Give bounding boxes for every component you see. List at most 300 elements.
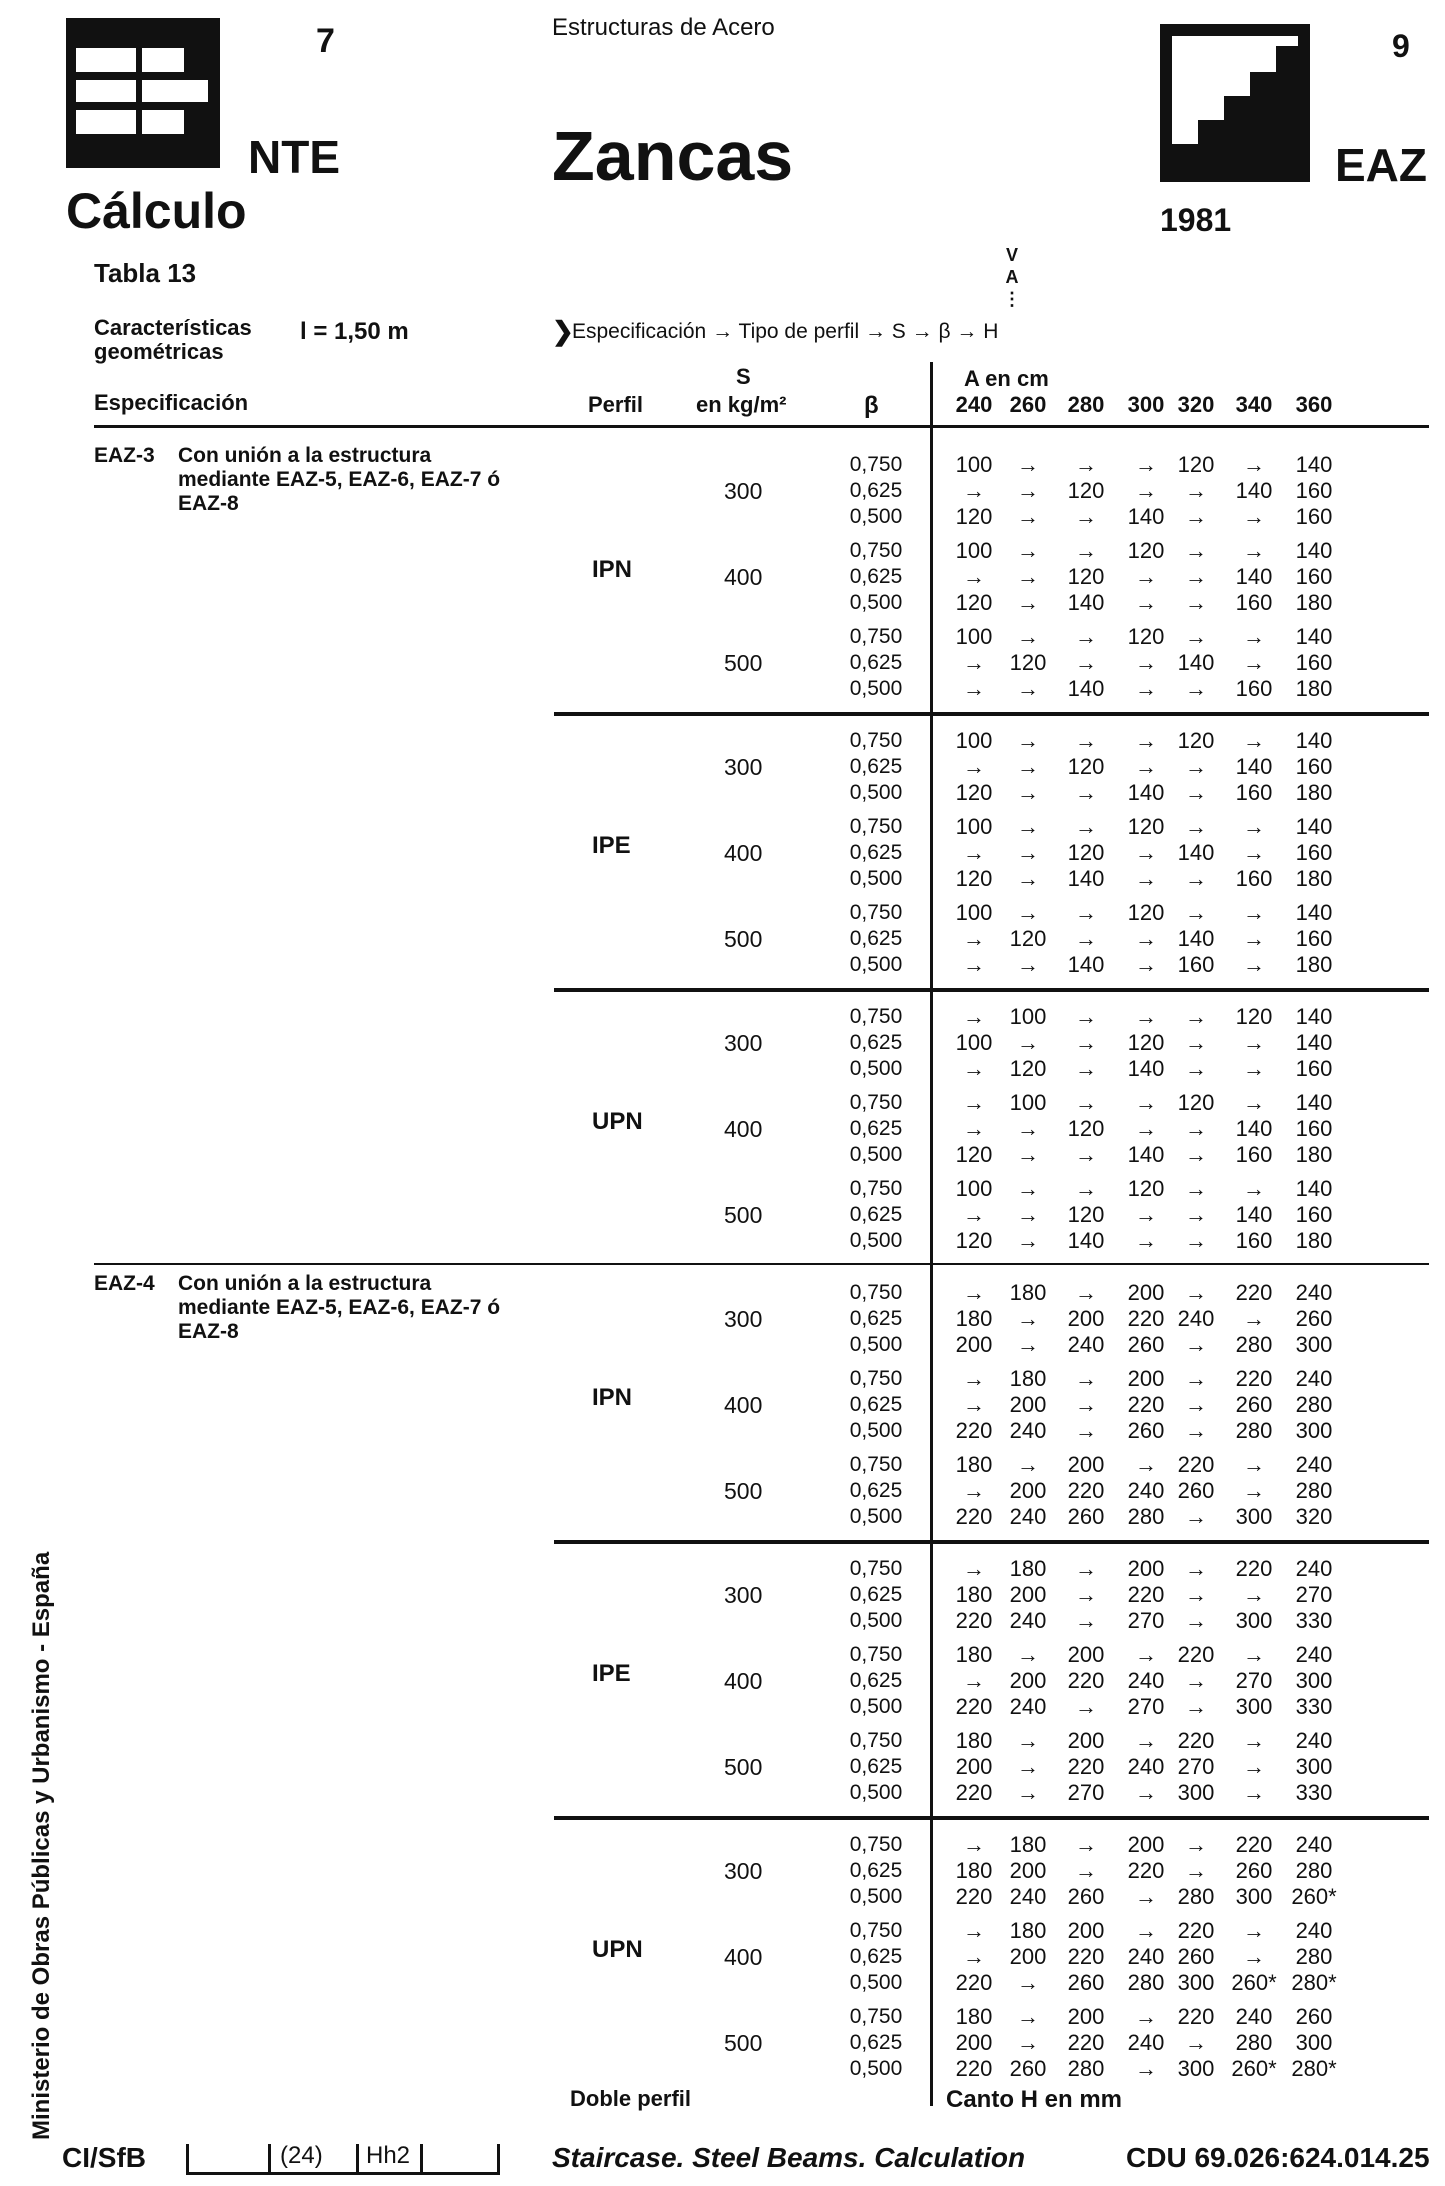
h-value: 140 bbox=[1067, 590, 1105, 615]
table-row bbox=[554, 590, 1429, 616]
arrow-icon: → bbox=[1017, 538, 1039, 563]
table-row bbox=[554, 1832, 1429, 1858]
h-value: 280 bbox=[1295, 1858, 1333, 1883]
beta-value: 0,625 bbox=[849, 927, 903, 950]
table-row bbox=[554, 1694, 1429, 1720]
arrow-icon: → bbox=[1075, 1556, 1097, 1581]
h-value: 280 bbox=[1295, 1392, 1333, 1417]
h-value: 200 bbox=[1067, 1918, 1105, 1943]
arrow-icon: → bbox=[1243, 926, 1265, 951]
table-name: Tabla 13 bbox=[94, 258, 197, 288]
arrow-icon: → bbox=[963, 1918, 985, 1943]
profile-separator bbox=[554, 988, 1429, 992]
h-value: 140 bbox=[1177, 926, 1215, 951]
arrow-icon: → bbox=[1017, 840, 1039, 865]
arrow-icon: → bbox=[1075, 504, 1097, 529]
arrow-icon: → bbox=[1075, 1090, 1097, 1115]
arrow-icon: → bbox=[1135, 1780, 1157, 1805]
h-value: 220 bbox=[955, 1418, 993, 1443]
arrow-icon: → bbox=[1017, 590, 1039, 615]
arrow-icon: → bbox=[1185, 1030, 1207, 1055]
footer-canto: Canto H en mm bbox=[946, 2086, 1123, 2113]
h-value: 280 bbox=[1177, 1884, 1215, 1909]
arrow-icon: → bbox=[1017, 1030, 1039, 1055]
h-value: 160 bbox=[1295, 754, 1333, 779]
table-row bbox=[554, 1366, 1429, 1392]
arrow-icon: → bbox=[963, 1832, 985, 1857]
arrow-icon: → bbox=[1185, 538, 1207, 563]
h-value: 330 bbox=[1295, 1694, 1333, 1719]
a-values-header bbox=[554, 392, 1429, 420]
h-value: 220 bbox=[1067, 1668, 1105, 1693]
h-value: 300 bbox=[1295, 1754, 1333, 1779]
table-row bbox=[554, 504, 1429, 530]
arrow-icon: → bbox=[1185, 504, 1207, 529]
table-row bbox=[554, 624, 1429, 650]
profile-name: UPN bbox=[592, 1936, 643, 1963]
h-value: 200 bbox=[1067, 1728, 1105, 1753]
h-value: 260* bbox=[1231, 2056, 1277, 2081]
a-value-header: 360 bbox=[1295, 392, 1333, 417]
h-value: 240 bbox=[1295, 1918, 1333, 1943]
h-value: 260 bbox=[1295, 1306, 1333, 1331]
beta-value: 0,750 bbox=[849, 453, 903, 476]
h-value: 220 bbox=[955, 1694, 993, 1719]
h-value: 140 bbox=[1235, 1202, 1273, 1227]
h-value: 140 bbox=[1295, 1030, 1333, 1055]
table-row bbox=[554, 754, 1429, 780]
header-rule bbox=[94, 425, 1429, 428]
h-value: 300 bbox=[1295, 1332, 1333, 1357]
a-value-header: 340 bbox=[1235, 392, 1273, 417]
profile-name: IPN bbox=[592, 1384, 633, 1411]
arrow-icon: → bbox=[1075, 1832, 1097, 1857]
arrow-icon: → bbox=[1135, 952, 1157, 977]
h-value: 220 bbox=[1235, 1366, 1273, 1391]
arrow-icon: → bbox=[963, 676, 985, 701]
table-row bbox=[554, 1918, 1429, 1944]
arrow-icon: → bbox=[1135, 926, 1157, 951]
load-value: 300 bbox=[724, 1858, 763, 1884]
profile-group bbox=[554, 1824, 1429, 2100]
h-value: 120 bbox=[1009, 926, 1047, 951]
load-value: 300 bbox=[724, 1030, 763, 1056]
h-value: 180 bbox=[1295, 676, 1333, 701]
h-value: 120 bbox=[1067, 840, 1105, 865]
h-value: 160 bbox=[1295, 650, 1333, 675]
arrow-icon: → bbox=[1135, 1728, 1157, 1753]
arrow-icon: → bbox=[1135, 1202, 1157, 1227]
h-value: 260 bbox=[1235, 1858, 1273, 1883]
h-value: 120 bbox=[955, 866, 993, 891]
table-row bbox=[554, 1754, 1429, 1780]
h-value: 220 bbox=[955, 1504, 993, 1529]
h-value: 160 bbox=[1177, 952, 1215, 977]
table-row bbox=[554, 478, 1429, 504]
h-value: 180 bbox=[1295, 952, 1333, 977]
h-value: 180 bbox=[1009, 1832, 1047, 1857]
h-value: 140 bbox=[1295, 814, 1333, 839]
h-value: 240 bbox=[1009, 1504, 1047, 1529]
arrow-icon: → bbox=[1075, 1418, 1097, 1443]
arrow-icon: → bbox=[1185, 866, 1207, 891]
arrow-icon: → bbox=[1017, 1228, 1039, 1253]
table-row bbox=[554, 1884, 1429, 1910]
h-value: 220 bbox=[1127, 1306, 1165, 1331]
h-value: 270 bbox=[1127, 1694, 1165, 1719]
arrow-icon: → bbox=[1017, 900, 1039, 925]
h-value: 220 bbox=[1067, 1944, 1105, 1969]
arrow-icon: → bbox=[1135, 1642, 1157, 1667]
h-value: 140 bbox=[1177, 840, 1215, 865]
beta-value: 0,750 bbox=[849, 1177, 903, 1200]
h-value: 270 bbox=[1177, 1754, 1215, 1779]
h-value: 220 bbox=[1235, 1280, 1273, 1305]
spec-code-eaz4: EAZ-4 bbox=[94, 1272, 155, 1295]
beta-value: 0,750 bbox=[849, 1453, 903, 1476]
arrow-icon: → bbox=[1243, 814, 1265, 839]
h-value: 180 bbox=[1295, 1228, 1333, 1253]
h-value: 160 bbox=[1295, 564, 1333, 589]
h-value: 180 bbox=[955, 1728, 993, 1753]
h-value: 200 bbox=[1009, 1478, 1047, 1503]
arrow-icon: → bbox=[1243, 624, 1265, 649]
h-value: 120 bbox=[1177, 728, 1215, 753]
arrow-icon: → bbox=[1185, 1142, 1207, 1167]
arrow-icon: → bbox=[1135, 1228, 1157, 1253]
beta-value: 0,625 bbox=[849, 1755, 903, 1778]
beta-value: 0,625 bbox=[849, 1393, 903, 1416]
arrow-icon: → bbox=[1243, 1030, 1265, 1055]
table-row bbox=[554, 1392, 1429, 1418]
table-row bbox=[554, 1452, 1429, 1478]
h-value: 160 bbox=[1295, 1116, 1333, 1141]
footer-double-profile: Doble perfil bbox=[570, 2086, 692, 2111]
h-value: 280* bbox=[1291, 2056, 1337, 2081]
spec-text-eaz4: Con unión a la estructura mediante EAZ-5, EAZ-6, EAZ-7 ó EAZ-8 bbox=[178, 1272, 501, 1343]
load-value: 400 bbox=[724, 1668, 763, 1694]
arrow-icon: → bbox=[1075, 1280, 1097, 1305]
table-row bbox=[554, 1608, 1429, 1634]
beta-value: 0,500 bbox=[849, 1781, 903, 1804]
h-value: 140 bbox=[1295, 1090, 1333, 1115]
arrow-icon: → bbox=[1017, 1142, 1039, 1167]
beta-value: 0,625 bbox=[849, 1307, 903, 1330]
arrow-icon: → bbox=[1075, 1142, 1097, 1167]
arrow-icon: → bbox=[1017, 1780, 1039, 1805]
h-value: 200 bbox=[955, 1332, 993, 1357]
arrow-icon: → bbox=[1135, 1116, 1157, 1141]
h-value: 100 bbox=[955, 1176, 993, 1201]
beta-value: 0,500 bbox=[849, 1695, 903, 1718]
h-value: 240 bbox=[1009, 1694, 1047, 1719]
h-value: 140 bbox=[1295, 624, 1333, 649]
arrow-icon: → bbox=[963, 952, 985, 977]
arrow-icon: → bbox=[1017, 780, 1039, 805]
h-value: 220 bbox=[1177, 1728, 1215, 1753]
h-value: 100 bbox=[955, 1030, 993, 1055]
beta-value: 0,500 bbox=[849, 867, 903, 890]
arrow-icon: → bbox=[1017, 728, 1039, 753]
arrow-icon: → bbox=[963, 1392, 985, 1417]
load-value: 500 bbox=[724, 2030, 763, 2056]
beta-value: 0,625 bbox=[849, 479, 903, 502]
beta-value: 0,500 bbox=[849, 1143, 903, 1166]
h-value: 280 bbox=[1127, 1970, 1165, 1995]
h-value: 270 bbox=[1235, 1668, 1273, 1693]
h-value: 220 bbox=[955, 2056, 993, 2081]
profile-group bbox=[554, 720, 1429, 996]
beta-value: 0,750 bbox=[849, 729, 903, 752]
h-value: 300 bbox=[1235, 1884, 1273, 1909]
beta-value: 0,500 bbox=[849, 1885, 903, 1908]
h-value: 200 bbox=[1009, 1582, 1047, 1607]
h-value: 160 bbox=[1235, 590, 1273, 615]
arrow-icon: → bbox=[1185, 676, 1207, 701]
arrow-icon: → bbox=[1185, 590, 1207, 615]
h-value: 120 bbox=[1127, 538, 1165, 563]
h-value: 200 bbox=[1127, 1280, 1165, 1305]
arrow-icon: → bbox=[1243, 504, 1265, 529]
h-value: 200 bbox=[1127, 1366, 1165, 1391]
arrow-icon: → bbox=[1017, 478, 1039, 503]
table-row bbox=[554, 564, 1429, 590]
arrow-icon: → bbox=[1243, 1582, 1265, 1607]
arrow-icon: → bbox=[1185, 780, 1207, 805]
arrow-icon: → bbox=[1135, 754, 1157, 779]
h-value: 260 bbox=[1067, 1970, 1105, 1995]
arrow-icon: → bbox=[1185, 1366, 1207, 1391]
table-row bbox=[554, 1228, 1429, 1254]
arrow-icon: → bbox=[1243, 650, 1265, 675]
arrow-icon: → bbox=[963, 1478, 985, 1503]
table-row bbox=[554, 1142, 1429, 1168]
h-value: 140 bbox=[1127, 780, 1165, 805]
arrow-icon: → bbox=[1185, 1332, 1207, 1357]
beta-value: 0,500 bbox=[849, 1971, 903, 1994]
beta-value: 0,625 bbox=[849, 1583, 903, 1606]
h-value: 200 bbox=[1067, 1452, 1105, 1477]
table-row bbox=[554, 952, 1429, 978]
h-value: 100 bbox=[955, 452, 993, 477]
table-row bbox=[554, 1280, 1429, 1306]
load-value: 300 bbox=[724, 754, 763, 780]
h-value: 140 bbox=[1067, 952, 1105, 977]
arrow-icon: → bbox=[1075, 1694, 1097, 1719]
beta-value: 0,625 bbox=[849, 651, 903, 674]
h-value: 180 bbox=[1009, 1366, 1047, 1391]
arrow-icon: → bbox=[1017, 1332, 1039, 1357]
arrow-icon: → bbox=[963, 1366, 985, 1391]
h-value: 140 bbox=[1067, 676, 1105, 701]
h-value: 200 bbox=[955, 2030, 993, 2055]
arrow-icon: → bbox=[1185, 754, 1207, 779]
arrow-icon: → bbox=[1075, 650, 1097, 675]
arrow-icon: → bbox=[1243, 452, 1265, 477]
arrow-icon: → bbox=[1243, 1918, 1265, 1943]
arrow-icon: → bbox=[963, 926, 985, 951]
arrow-icon: → bbox=[1135, 1004, 1157, 1029]
arrow-icon: → bbox=[1017, 624, 1039, 649]
h-value: 100 bbox=[955, 900, 993, 925]
arrow-icon: → bbox=[1075, 814, 1097, 839]
h-value: 240 bbox=[1127, 1668, 1165, 1693]
arrow-icon: → bbox=[963, 1202, 985, 1227]
beta-value: 0,625 bbox=[849, 1669, 903, 1692]
h-value: 160 bbox=[1235, 1228, 1273, 1253]
h-value: 280 bbox=[1067, 2056, 1105, 2081]
table-row bbox=[554, 650, 1429, 676]
h-value: 200 bbox=[1067, 1306, 1105, 1331]
arrow-icon: → bbox=[1135, 1452, 1157, 1477]
var-a: A bbox=[1005, 267, 1019, 287]
h-value: 180 bbox=[1295, 590, 1333, 615]
characteristics-value: l = 1,50 m bbox=[300, 318, 409, 345]
h-value: 140 bbox=[1295, 1004, 1333, 1029]
arrow-icon: → bbox=[1185, 1608, 1207, 1633]
h-value: 220 bbox=[1177, 1452, 1215, 1477]
h-value: 200 bbox=[1127, 1556, 1165, 1581]
h-value: 220 bbox=[1177, 1918, 1215, 1943]
arrow-icon: → bbox=[1135, 564, 1157, 589]
beta-value: 0,625 bbox=[849, 1859, 903, 1882]
h-value: 120 bbox=[1067, 1202, 1105, 1227]
arrow-icon: → bbox=[1135, 478, 1157, 503]
table-row bbox=[554, 1090, 1429, 1116]
h-value: 140 bbox=[1235, 478, 1273, 503]
profile-group bbox=[554, 996, 1429, 1272]
arrow-icon: → bbox=[1017, 1642, 1039, 1667]
arrow-icon: → bbox=[1185, 1228, 1207, 1253]
load-value: 300 bbox=[724, 478, 763, 504]
h-value: 160 bbox=[1235, 866, 1273, 891]
arrow-icon: → bbox=[1185, 478, 1207, 503]
h-value: 260 bbox=[1177, 1478, 1215, 1503]
arrow-icon: → bbox=[1185, 1556, 1207, 1581]
table-row bbox=[554, 676, 1429, 702]
beta-value: 0,750 bbox=[849, 2005, 903, 2028]
h-value: 240 bbox=[1067, 1332, 1105, 1357]
arrow-icon: → bbox=[1017, 814, 1039, 839]
h-value: 280 bbox=[1295, 1944, 1333, 1969]
table-row bbox=[554, 2004, 1429, 2030]
h-value: 140 bbox=[1235, 1116, 1273, 1141]
beta-value: 0,500 bbox=[849, 2057, 903, 2080]
h-value: 280 bbox=[1295, 1478, 1333, 1503]
h-value: 200 bbox=[1009, 1392, 1047, 1417]
h-value: 300 bbox=[1177, 2056, 1215, 2081]
arrow-icon: → bbox=[1017, 1116, 1039, 1141]
load-value: 300 bbox=[724, 1306, 763, 1332]
arrow-icon: → bbox=[1135, 650, 1157, 675]
characteristics-label: Características geométricas bbox=[94, 315, 252, 364]
h-value: 240 bbox=[1295, 1728, 1333, 1753]
arrow-icon: → bbox=[1017, 952, 1039, 977]
arrow-icon: → bbox=[1017, 504, 1039, 529]
arrow-icon: → bbox=[1185, 1858, 1207, 1883]
arrow-icon: → bbox=[1135, 1918, 1157, 1943]
arrow-icon: → bbox=[963, 1056, 985, 1081]
h-value: 220 bbox=[1067, 2030, 1105, 2055]
table-row bbox=[554, 1306, 1429, 1332]
flow-arrow-icon: ❯ bbox=[552, 316, 574, 346]
nte-label: NTE bbox=[248, 131, 340, 183]
h-value: 160 bbox=[1295, 478, 1333, 503]
table-row bbox=[554, 1668, 1429, 1694]
arrow-icon: → bbox=[1185, 2030, 1207, 2055]
arrow-icon: → bbox=[1075, 452, 1097, 477]
table-row bbox=[554, 840, 1429, 866]
arrow-icon: → bbox=[1075, 1056, 1097, 1081]
arrow-icon: → bbox=[1243, 1728, 1265, 1753]
load-value: 400 bbox=[724, 1116, 763, 1142]
h-value: 220 bbox=[1127, 1858, 1165, 1883]
beta-value: 0,750 bbox=[849, 1367, 903, 1390]
table-row bbox=[554, 1332, 1429, 1358]
spec-header: Especificación bbox=[94, 390, 249, 415]
h-value: 220 bbox=[1235, 1832, 1273, 1857]
beta-value: 0,625 bbox=[849, 2031, 903, 2054]
profile-group bbox=[554, 1548, 1429, 1824]
h-value: 100 bbox=[955, 538, 993, 563]
h-value: 220 bbox=[1177, 1642, 1215, 1667]
h-value: 180 bbox=[955, 1642, 993, 1667]
beta-value: 0,750 bbox=[849, 1281, 903, 1304]
beta-value: 0,750 bbox=[849, 901, 903, 924]
h-value: 320 bbox=[1295, 1504, 1333, 1529]
h-value: 120 bbox=[1235, 1004, 1273, 1029]
profile-name: IPE bbox=[592, 1660, 631, 1687]
beta-value: 0,500 bbox=[849, 505, 903, 528]
h-value: 260 bbox=[1177, 1944, 1215, 1969]
arrow-icon: → bbox=[1185, 1004, 1207, 1029]
arrow-icon: → bbox=[1185, 1392, 1207, 1417]
table-row bbox=[554, 452, 1429, 478]
h-value: 120 bbox=[1067, 478, 1105, 503]
load-value: 500 bbox=[724, 1478, 763, 1504]
h-value: 160 bbox=[1295, 840, 1333, 865]
beta-value: 0,625 bbox=[849, 755, 903, 778]
arrow-icon: → bbox=[1135, 1884, 1157, 1909]
h-value: 200 bbox=[1009, 1668, 1047, 1693]
h-value: 180 bbox=[955, 1452, 993, 1477]
h-value: 140 bbox=[1295, 538, 1333, 563]
beta-value: 0,625 bbox=[849, 1031, 903, 1054]
h-value: 240 bbox=[1235, 2004, 1273, 2029]
a-value-header: 260 bbox=[1009, 392, 1047, 417]
table-row bbox=[554, 1642, 1429, 1668]
profile-group bbox=[554, 1272, 1429, 1548]
arrow-icon: → bbox=[1243, 1478, 1265, 1503]
h-value: 160 bbox=[1235, 1142, 1273, 1167]
table-row bbox=[554, 1478, 1429, 1504]
h-value: 240 bbox=[1295, 1556, 1333, 1581]
arrow-icon: → bbox=[1243, 840, 1265, 865]
arrow-icon: → bbox=[963, 754, 985, 779]
arrow-icon: → bbox=[1135, 2056, 1157, 2081]
table-row bbox=[554, 1418, 1429, 1444]
arrow-icon: → bbox=[1017, 866, 1039, 891]
arrow-icon: → bbox=[1075, 1366, 1097, 1391]
profile-group bbox=[554, 444, 1429, 720]
h-value: 240 bbox=[1127, 1754, 1165, 1779]
arrow-icon: → bbox=[1243, 1090, 1265, 1115]
h-value: 140 bbox=[1295, 452, 1333, 477]
arrow-icon: → bbox=[1135, 728, 1157, 753]
arrow-icon: → bbox=[1017, 1970, 1039, 1995]
arrow-icon: → bbox=[1135, 2004, 1157, 2029]
table-row bbox=[554, 1504, 1429, 1530]
